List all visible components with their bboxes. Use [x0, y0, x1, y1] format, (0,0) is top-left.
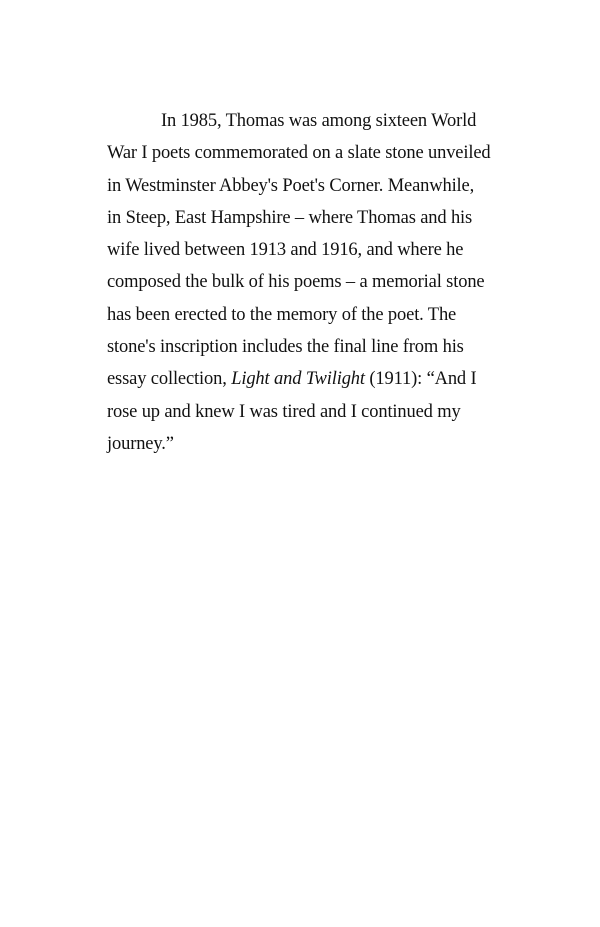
paragraph-line: War I poets commemorated on a slate stone unveiled — [107, 143, 491, 164]
book-title: Light and Twilight — [231, 369, 365, 390]
paragraph-line: in Westminster Abbey's Poet's Corner. Meanwhile, — [107, 175, 475, 196]
paragraph-line: rose up and knew I was tired and I continued my — [107, 401, 461, 422]
body-paragraph — [107, 105, 499, 460]
paragraph-line: composed the bulk of his poems – a memorial stone — [107, 272, 485, 293]
paragraph-line: In 1985, Thomas was among sixteen World — [161, 111, 477, 131]
paragraph-line — [107, 363, 499, 395]
paragraph-line: in Steep, East Hampshire – where Thomas and his — [107, 207, 473, 228]
paragraph-line: wife lived between 1913 and 1916, and where he — [107, 240, 464, 261]
paragraph-line: stone's inscription includes the final line from his — [107, 337, 464, 358]
line-text: (1911): “And I — [364, 369, 477, 390]
line-text: essay collection, — [107, 369, 232, 390]
paragraph-line: has been erected to the memory of the poet. The — [107, 304, 457, 325]
paragraph-line: journey.” — [107, 433, 174, 454]
